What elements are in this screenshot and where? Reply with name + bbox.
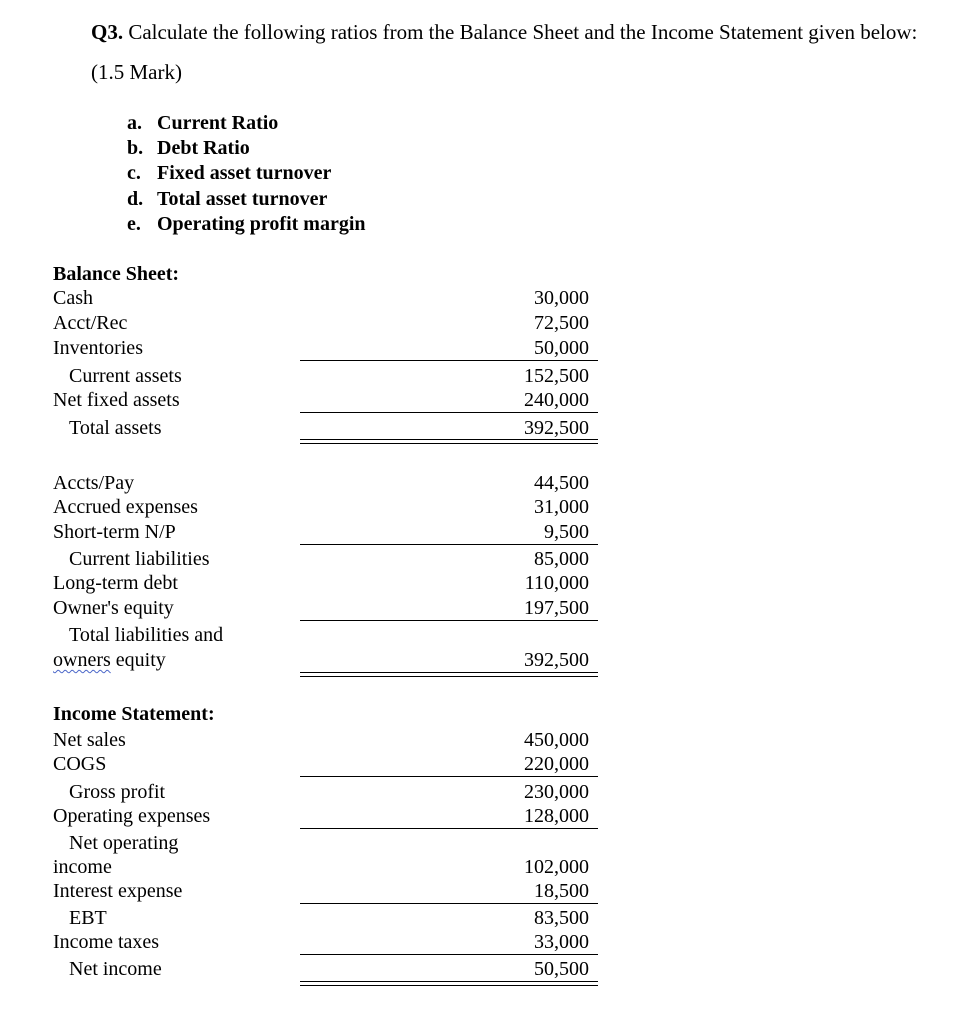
total-double-rule bbox=[300, 672, 598, 677]
short-term-np-label: Short-term N/P bbox=[53, 521, 176, 543]
ebt-value: 83,500 bbox=[534, 907, 589, 929]
ratio-list bbox=[127, 111, 366, 237]
cash-value: 30,000 bbox=[534, 287, 589, 309]
acct-rec-value: 72,500 bbox=[534, 312, 589, 334]
ratio-item: c. Fixed asset turnover bbox=[127, 162, 332, 185]
inventories-label: Inventories bbox=[53, 337, 143, 359]
total-liabilities-label: Total liabilities and bbox=[69, 624, 224, 646]
question-marks: (1.5 Mark) bbox=[91, 60, 182, 84]
cash-label: Cash bbox=[53, 287, 93, 309]
subtotal-rule bbox=[300, 903, 598, 904]
total-liabilities-label-cont: owners equity bbox=[53, 649, 166, 671]
total-double-rule bbox=[300, 981, 598, 986]
total-double-rule bbox=[300, 439, 598, 444]
short-term-np-value: 9,500 bbox=[544, 521, 589, 543]
operating-expenses-value: 128,000 bbox=[524, 805, 589, 827]
operating-expenses-label: Operating expenses bbox=[53, 805, 211, 827]
question-text: Calculate the following ratios from the Balance Sheet and the Income Statement given below: bbox=[128, 20, 918, 44]
interest-expense-value: 18,500 bbox=[534, 880, 589, 902]
net-operating-income-value: 102,000 bbox=[524, 856, 589, 878]
ratio-item: d. Total asset turnover bbox=[127, 187, 328, 210]
net-income-label: Net income bbox=[69, 958, 162, 980]
subtotal-rule bbox=[300, 954, 598, 955]
income-taxes-value: 33,000 bbox=[534, 931, 589, 953]
income-statement-heading: Income Statement: bbox=[53, 703, 215, 725]
acct-rec-label: Acct/Rec bbox=[53, 312, 128, 334]
current-assets-label: Current assets bbox=[69, 365, 182, 387]
interest-expense-label: Interest expense bbox=[53, 880, 183, 902]
gross-profit-value: 230,000 bbox=[524, 781, 589, 803]
long-term-debt-value: 110,000 bbox=[524, 572, 589, 594]
current-liabilities-label: Current liabilities bbox=[69, 548, 210, 570]
subtotal-rule bbox=[300, 544, 598, 545]
current-assets-value: 152,500 bbox=[524, 365, 589, 387]
balance-sheet-heading: Balance Sheet: bbox=[53, 263, 180, 285]
owners-equity-label: Owner's equity bbox=[53, 597, 174, 619]
accts-pay-label: Accts/Pay bbox=[53, 472, 135, 494]
subtotal-rule bbox=[300, 412, 598, 413]
net-income-value: 50,500 bbox=[534, 958, 589, 980]
ratio-item: b. Debt Ratio bbox=[127, 137, 250, 160]
net-fixed-assets-label: Net fixed assets bbox=[53, 389, 180, 411]
net-fixed-assets-value: 240,000 bbox=[524, 389, 589, 411]
total-assets-label: Total assets bbox=[69, 417, 162, 439]
net-operating-income-label: Net operating bbox=[69, 832, 179, 854]
owners-equity-value: 197,500 bbox=[524, 597, 589, 619]
ebt-label: EBT bbox=[69, 907, 107, 929]
ratio-item: a. Current Ratio bbox=[127, 112, 279, 134]
cogs-value: 220,000 bbox=[524, 753, 589, 775]
question-prompt bbox=[91, 20, 917, 45]
cogs-label: COGS bbox=[53, 753, 107, 775]
total-liabilities-value: 392,500 bbox=[524, 649, 589, 671]
ratio-item: e. Operating profit margin bbox=[127, 212, 366, 235]
subtotal-rule bbox=[300, 828, 598, 829]
gross-profit-label: Gross profit bbox=[69, 781, 166, 803]
long-term-debt-label: Long-term debt bbox=[53, 572, 178, 594]
total-assets-value: 392,500 bbox=[524, 417, 589, 439]
subtotal-rule bbox=[300, 360, 598, 361]
net-sales-label: Net sales bbox=[53, 729, 126, 751]
current-liabilities-value: 85,000 bbox=[534, 548, 589, 570]
accrued-expenses-label: Accrued expenses bbox=[53, 496, 198, 518]
subtotal-rule bbox=[300, 620, 598, 621]
accrued-expenses-value: 31,000 bbox=[534, 496, 589, 518]
question-number: Q3. bbox=[91, 20, 124, 44]
net-operating-income-label-cont: income bbox=[53, 856, 112, 878]
net-sales-value: 450,000 bbox=[524, 729, 589, 751]
accts-pay-value: 44,500 bbox=[534, 472, 589, 494]
income-taxes-label: Income taxes bbox=[53, 931, 160, 953]
subtotal-rule bbox=[300, 776, 598, 777]
inventories-value: 50,000 bbox=[534, 337, 589, 359]
